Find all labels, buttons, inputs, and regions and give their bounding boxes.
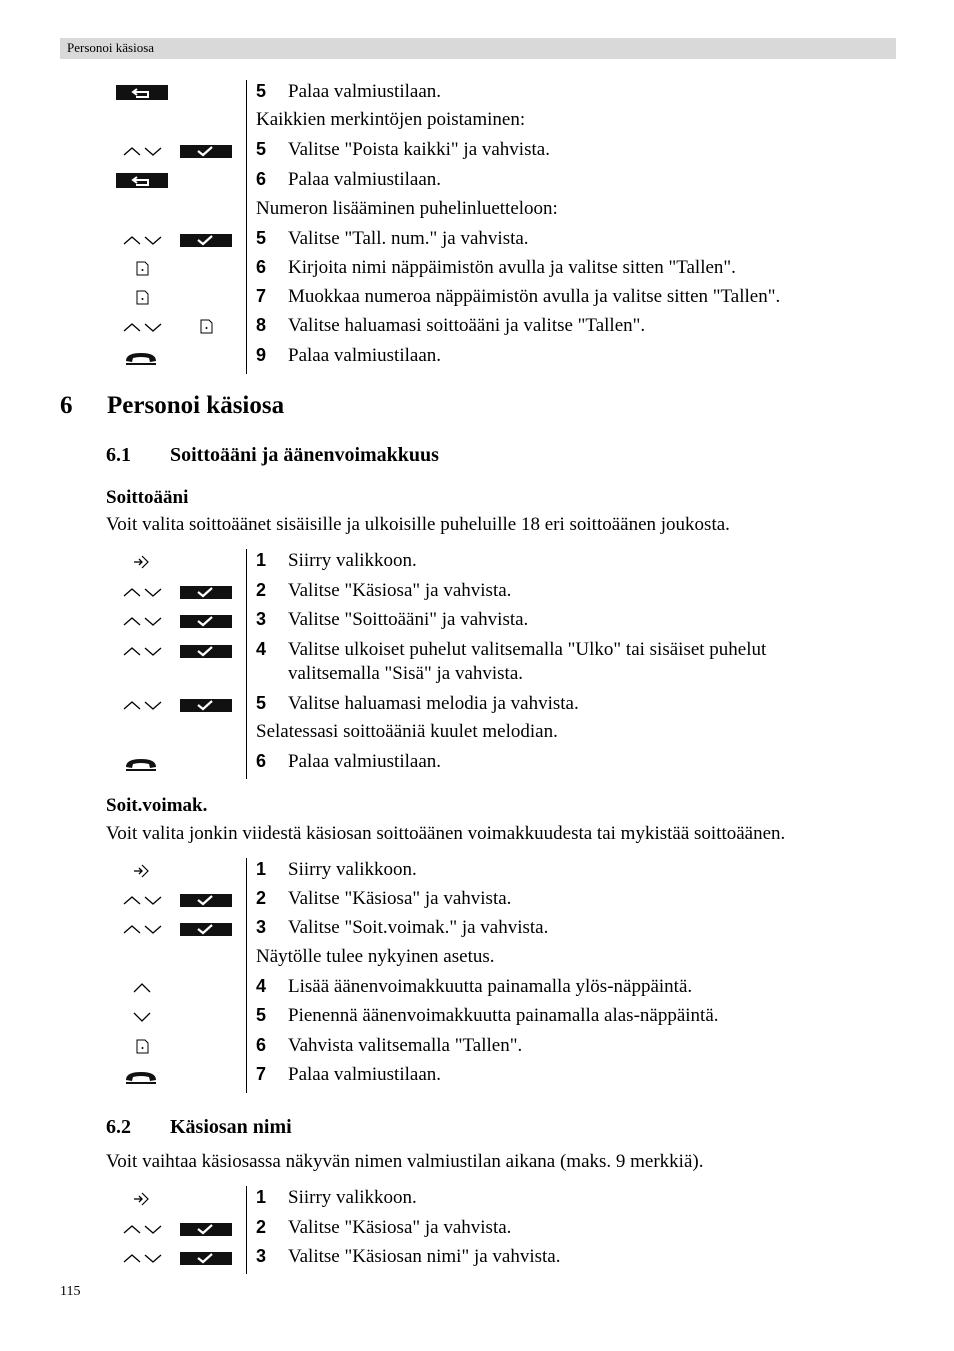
ringtone-intro: Voit valita soittoäänet sisäisille ja ulkoisille puheluille 18 eri soittoäänen joukosta. [106,514,730,535]
step-text: Palaa valmiustilaan. [288,169,442,190]
step-text-line2: valitsemalla "Sisä" ja vahvista. [288,663,524,684]
up-down-keys-icon [122,887,164,909]
up-down-keys-icon [122,138,164,160]
up-down-keys-icon [122,314,164,336]
step-text: Palaa valmiustilaan. [288,1064,442,1085]
end-call-icon [124,750,158,772]
up-down-keys-icon [122,916,164,938]
down-key-icon [132,1004,154,1026]
step-number: 6 [256,169,267,189]
step-text: Vahvista valitsemalla "Tallen". [288,1035,523,1056]
step-number: 7 [256,1064,267,1084]
end-call-icon [124,1063,158,1085]
step-number: 2 [256,888,267,908]
note-text: Näytölle tulee nykyinen asetus. [256,946,495,967]
subheading-volume: Soit.voimak. [106,795,208,816]
ok-key-icon [180,1245,232,1267]
step-number: 8 [256,315,267,335]
step-number: 4 [256,976,267,996]
menu-key-icon [132,549,152,571]
handset-name-intro: Voit vaihtaa käsiosassa näkyvän nimen valmiustilan aikana (maks. 9 merkkiä). [106,1151,704,1172]
step-text: Valitse haluamasi soittoääni ja valitse "Tallen". [288,315,646,336]
step-number: 5 [256,693,267,713]
step-text: Valitse "Poista kaikki" ja vahvista. [288,139,550,160]
step-text: Valitse "Tall. num." ja vahvista. [288,228,529,249]
up-down-keys-icon [122,608,164,630]
step-number: 1 [256,859,267,879]
step-text: Valitse "Soit.voimak." ja vahvista. [288,917,549,938]
step-text: Kirjoita nimi näppäimistön avulla ja valitse sitten "Tallen". [288,257,736,278]
step-number: 4 [256,639,267,659]
up-down-keys-icon [122,1216,164,1238]
page-number: 115 [60,1284,81,1299]
ok-key-icon [180,916,232,938]
step-number: 2 [256,1217,267,1237]
step-number: 2 [256,580,267,600]
running-header-title: Personoi käsiosa [67,40,155,55]
softkey-icon [135,1034,151,1056]
step-text: Siirry valikkoon. [288,1187,417,1208]
ok-key-icon [180,887,232,909]
step-text: Valitse haluamasi melodia ja vahvista. [288,693,579,714]
step-number: 9 [256,345,267,365]
step-text: Valitse "Käsiosa" ja vahvista. [288,580,512,601]
step-text: Muokkaa numeroa näppäimistön avulla ja valitse sitten "Tallen". [288,286,781,307]
chapter-number: 6 [60,392,73,419]
step-divider [246,1186,247,1274]
step-number: 3 [256,917,267,937]
step-number: 5 [256,81,267,101]
step-text: Pienennä äänenvoimakkuutta painamalla alas-näppäintä. [288,1005,719,1026]
ok-key-icon [180,608,232,630]
step-text: Valitse "Käsiosa" ja vahvista. [288,1217,512,1238]
up-down-keys-icon [122,638,164,660]
back-key-icon [116,80,168,102]
step-text: Valitse "Käsiosa" ja vahvista. [288,888,512,909]
softkey-icon [135,285,151,307]
section-title: Soittoääni ja äänenvoimakkuus [170,444,439,466]
step-text: Palaa valmiustilaan. [288,751,442,772]
step-text: Valitse "Käsiosan nimi" ja vahvista. [288,1246,561,1267]
step-number: 6 [256,751,267,771]
section-title: Käsiosan nimi [170,1116,292,1138]
step-number: 5 [256,228,267,248]
subheading-ringtone: Soittoääni [106,487,189,508]
step-number: 5 [256,139,267,159]
step-divider [246,80,247,374]
menu-key-icon [132,858,152,880]
up-down-keys-icon [122,227,164,249]
step-text: Valitse "Soittoääni" ja vahvista. [288,609,529,630]
step-divider [246,858,247,1093]
back-key-icon [116,168,168,190]
up-down-keys-icon [122,579,164,601]
section-number: 6.1 [106,444,131,466]
ok-key-icon [180,579,232,601]
step-number: 1 [256,1187,267,1207]
note-text: Kaikkien merkintöjen poistaminen: [256,109,526,130]
step-text: Siirry valikkoon. [288,550,417,571]
ok-key-icon [180,138,232,160]
step-divider [246,549,247,779]
up-key-icon [132,975,154,997]
end-call-icon [124,344,158,366]
step-number: 6 [256,1035,267,1055]
step-text: Siirry valikkoon. [288,859,417,880]
ok-key-icon [180,227,232,249]
softkey-icon [199,314,215,336]
section-number: 6.2 [106,1116,131,1138]
softkey-icon [135,256,151,278]
ok-key-icon [180,638,232,660]
step-text: Palaa valmiustilaan. [288,81,442,102]
up-down-keys-icon [122,1245,164,1267]
ok-key-icon [180,692,232,714]
step-number: 1 [256,550,267,570]
step-text: Lisää äänenvoimakkuutta painamalla ylös-näppäintä. [288,976,693,997]
step-text-line1: Valitse ulkoiset puhelut valitsemalla "Ulko" tai sisäiset puhelut [288,639,767,660]
step-text: Palaa valmiustilaan. [288,345,442,366]
up-down-keys-icon [122,692,164,714]
step-number: 3 [256,1246,267,1266]
step-number: 5 [256,1005,267,1025]
chapter-title: Personoi käsiosa [107,392,285,419]
step-number: 3 [256,609,267,629]
step-number: 6 [256,257,267,277]
ok-key-icon [180,1216,232,1238]
menu-key-icon [132,1186,152,1208]
note-text: Selatessasi soittoääniä kuulet melodian. [256,721,558,742]
note-text: Numeron lisääminen puhelinluetteloon: [256,198,558,219]
running-header [60,38,896,59]
step-number: 7 [256,286,267,306]
volume-intro: Voit valita jonkin viidestä käsiosan soittoäänen voimakkuudesta tai mykistää soittoäänen. [106,823,786,844]
